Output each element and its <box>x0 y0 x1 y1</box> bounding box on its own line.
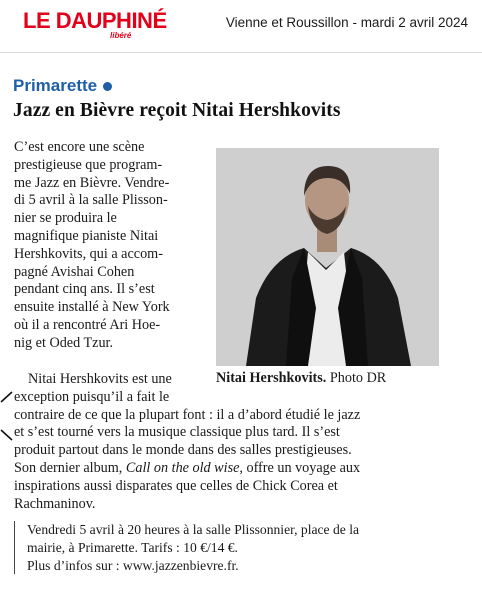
article-kicker <box>13 76 112 96</box>
body-line: et s’est tourné vers la musique classique plus tard. Il s’est <box>14 424 340 441</box>
info-line: Vendredi 5 avril à 20 heures à la salle Plissonnier, place de la <box>27 522 360 537</box>
portrait-image <box>216 148 439 366</box>
body-line: nig et Oded Tzur. <box>14 334 114 351</box>
body-line: produit partout dans le monde dans des salles prestigieuses. <box>14 442 352 459</box>
body-line: Rachmaninov. <box>14 495 96 512</box>
body-line: magnifique pianiste Nitai <box>14 227 159 244</box>
album-title: Call on the old wise, <box>125 459 243 476</box>
body-line: exception puisqu’il a fait le <box>14 388 170 405</box>
edition-date: Vienne et Roussillon - mardi 2 avril 2024 <box>225 15 468 30</box>
body-line: Nitai Hershkovits est une <box>28 371 172 387</box>
info-line: mairie, à Primarette. Tarifs : 10 €/14 €. <box>27 539 238 555</box>
kicker-label: Primarette <box>13 76 98 95</box>
kicker-dot-icon <box>103 82 112 91</box>
body-line: inspirations aussi disparates que celles de Chick Corea et <box>14 477 338 494</box>
article-body-continued <box>14 371 474 513</box>
body-line: me Jazz en Bièvre. Vendre- <box>14 174 170 191</box>
practical-info-box <box>14 521 482 574</box>
article-photo[interactable] <box>216 148 439 366</box>
body-line: di 5 avril à la salle Plisson- <box>14 192 168 209</box>
body-line: nier se produira le <box>14 210 117 227</box>
newspaper-logo[interactable]: LE DAUPHINÉ <box>23 8 167 33</box>
body-line: Hershkovits, qui a accom- <box>14 245 163 262</box>
clipping-mark-icon <box>0 388 14 444</box>
info-line: Plus d’infos sur : www.jazzenbievre.fr. <box>27 557 239 573</box>
newspaper-logo-sub: libéré <box>110 31 132 40</box>
body-line: pendant cinq ans. Il s’est <box>14 281 155 298</box>
body-line: pagné Avishai Cohen <box>14 263 135 280</box>
body-line: Son dernier album, Call on the old wise, offre un voyage aux <box>14 459 361 476</box>
body-line: contraire de ce que la plupart font : il a d’abord étudié le jazz <box>14 406 361 423</box>
caption-credit: Photo DR <box>326 370 387 386</box>
body-line: C’est encore une scène <box>14 139 145 155</box>
body-line: ensuite installé à New York <box>14 299 170 316</box>
caption-name: Nitai Hershkovits. <box>216 370 327 386</box>
body-line: où il a rencontré Ari Hoe- <box>14 316 161 333</box>
article-body-column <box>14 139 210 353</box>
masthead <box>0 0 482 53</box>
article-headline: Jazz en Bièvre reçoit Nitai Hershkovits <box>13 100 341 121</box>
body-line: prestigieuse que program- <box>14 156 163 173</box>
